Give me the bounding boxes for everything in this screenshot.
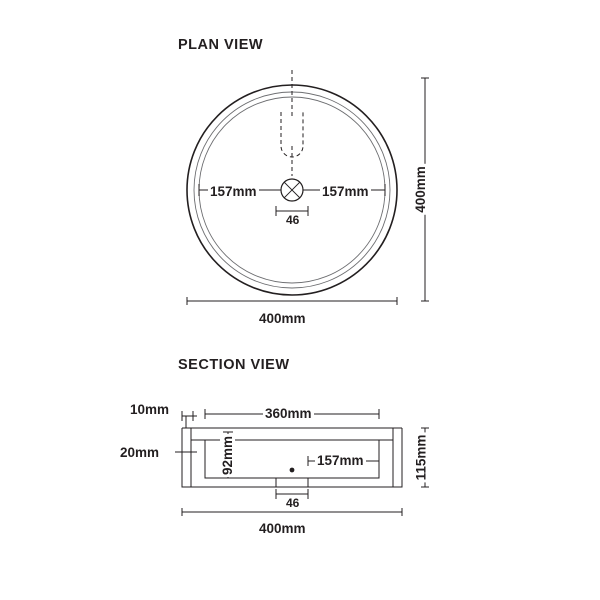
plan-left-inner-dim-label: 157mm — [210, 184, 257, 199]
rim-drop-dim-label: 20mm — [120, 445, 160, 460]
section-waste-dim-label: 46 — [286, 496, 300, 510]
plan-waste-dim-label: 46 — [286, 213, 300, 227]
plan-view-title: PLAN VIEW — [178, 37, 264, 53]
inner-width-dim-label: 360mm — [265, 406, 312, 421]
plan-width-dim-label: 400mm — [259, 311, 306, 326]
plan-height-dim-label: 400mm — [412, 166, 428, 213]
plan-right-inner-dim-label: 157mm — [322, 184, 369, 199]
section-waste-center-dot — [290, 468, 295, 473]
inner-half-dim-label: 157mm — [317, 453, 364, 468]
inner-depth-dim-label: 92mm — [220, 435, 236, 476]
section-width-dim-label: 400mm — [259, 521, 306, 536]
section-view-title: SECTION VIEW — [178, 357, 290, 373]
section-height-dim-label: 115mm — [413, 434, 429, 481]
rim-thickness-dim-label: 10mm — [130, 402, 170, 417]
